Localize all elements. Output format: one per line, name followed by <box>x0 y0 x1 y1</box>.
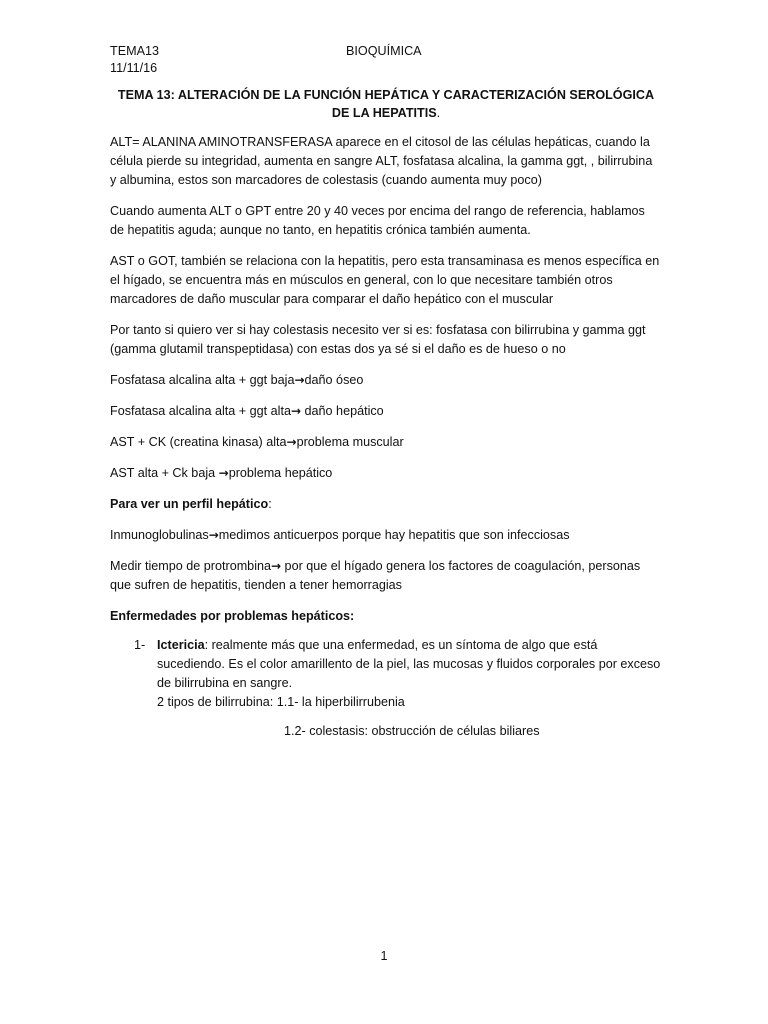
arrow-right-icon: → <box>208 528 219 542</box>
rule-bone-damage: Fosfatasa alcalina alta + ggt baja→daño óseo <box>110 373 364 387</box>
list-item-icterus <box>110 636 662 712</box>
arrow-right-icon: → <box>286 435 297 449</box>
page-header-left <box>110 43 159 77</box>
doc-subject: BIOQUÍMICA <box>346 44 422 58</box>
doc-code: TEMA13 <box>110 44 159 58</box>
item-prothrombin: Medir tiempo de protrombina→ por que el hígado genera los factores de coagulación, personas que sufren de hepatitis, tienden a tener hemorragias <box>110 559 641 592</box>
document-body <box>110 86 662 741</box>
arrow-right-icon: → <box>294 373 305 387</box>
paragraph-colestasis: Por tanto si quiero ver si hay colestasis necesito ver si es: fosfatasa con bilirrubina y gamma ggt (gamma glutamil transpeptidasa) con estas dos ya sé si el daño es de hueso o no <box>110 323 646 356</box>
list-term: Ictericia <box>157 638 205 652</box>
arrow-right-icon: → <box>218 466 229 480</box>
heading-liver-profile: Para ver un perfil hepático: <box>110 497 272 511</box>
list-number: 1- <box>134 638 146 652</box>
arrow-right-icon: → <box>271 559 282 573</box>
doc-date: 11/11/16 <box>110 61 158 75</box>
document-title <box>110 86 662 122</box>
paragraph-alt-increase: Cuando aumenta ALT o GPT entre 20 y 40 veces por encima del rango de referencia, hablamos de hepatitis aguda; aunque no tanto, en hepatitis crónica también aumenta. <box>110 204 645 237</box>
heading-liver-diseases: Enfermedades por problemas hepáticos: <box>110 609 355 623</box>
paragraph-ast: AST o GOT, también se relaciona con la hepatitis, pero esta transaminasa es menos específica en el hígado, se encuentra más en músculos en general, con lo que necesitare también otros marcadores de daño muscular para comparar el daño hepático con el muscular <box>110 254 660 306</box>
item-immunoglobulins: Inmunoglobulinas→medimos anticuerpos porque hay hepatitis que son infecciosas <box>110 528 570 542</box>
title-period: . <box>436 106 441 120</box>
arrow-right-icon: → <box>290 404 302 418</box>
list-item-text: Ictericia: realmente más que una enfermedad, es un síntoma de algo que está sucediendo. Es el color amarillento de la piel, las mucosas y fluidos corporales por exceso de bilirrubina en sangre. <box>157 638 661 690</box>
paragraph-alt: ALT= ALANINA AMINOTRANSFERASA aparece en el citosol de las células hepáticas, cuando la célula pierde su integridad, aumenta en sangre ALT, fosfatasa alcalina, la gamma ggt, , bilirrubina y albumina, estos son marcadores de colestasis (cuando aumenta muy poco) <box>110 135 653 187</box>
page-number: 1 <box>380 949 388 963</box>
title-text: TEMA 13: ALTERACIÓN DE LA FUNCIÓN HEPÁTICA Y CARACTERIZACIÓN SEROLÓGICA DE LA HEPATITIS <box>117 88 655 120</box>
rule-muscle-problem: AST + CK (creatina kinasa) alta→problema muscular <box>110 435 404 449</box>
bilirubin-types-line: 2 tipos de bilirrubina: 1.1- la hiperbilirrubenia <box>157 695 405 709</box>
rule-liver-damage: Fosfatasa alcalina alta + ggt alta→ daño hepático <box>110 404 384 418</box>
rule-liver-problem: AST alta + Ck baja →problema hepático <box>110 466 333 480</box>
sub-item-colestasis: 1.2- colestasis: obstrucción de células biliares <box>284 724 540 738</box>
